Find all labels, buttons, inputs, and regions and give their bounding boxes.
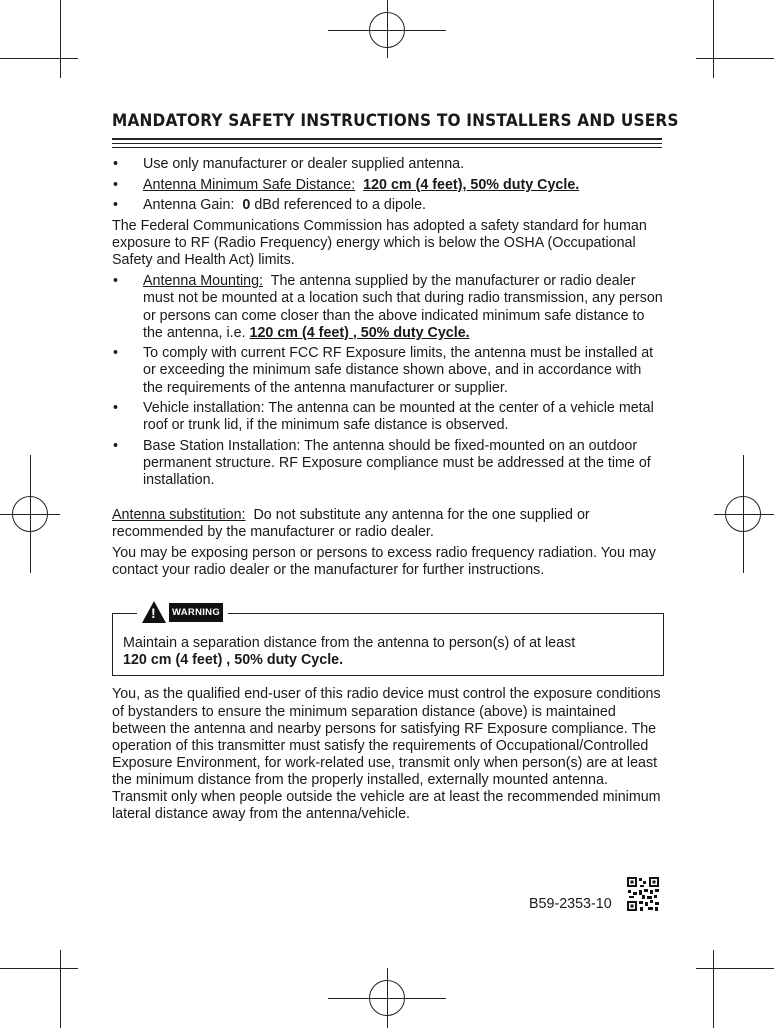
final-paragraph: You, as the qualified end-user of this radio device must control the exposure conditions of bystanders to ensure the minimum separation distance (above) is maintained between the antenna and nearby persons for satisfying RF Exposure compliance. The operation of this transmitter must satisfy the requirements of Occupational/Controlled Exposure Environment, for work-related use, transmit only when person(s) are at least the minimum distance from the properly installed, externally mounted antenna. Transmit only when people outside the vehicle are at least the recommended minimum lateral distance away from the antenna/vehicle. xyxy=(112,686,661,823)
item-label: Antenna Minimum Safe Distance: xyxy=(143,176,356,193)
warning-text: Maintain a separation distance from the antenna to person(s) of at least xyxy=(123,635,576,652)
exposure-paragraph: You may be exposing person or persons to excess radio frequency radiation. You may contact your radio dealer or the manufacturer for further instructions. xyxy=(112,545,656,579)
warning-badge xyxy=(137,601,228,623)
list-item: • Base Station Installation: The antenna should be fixed-mounted on an outdoor permanent structure. RF Exposure compliance must be addressed at the time of installation. xyxy=(112,438,664,489)
registration-circle xyxy=(369,980,405,1016)
crop-mark xyxy=(0,58,78,59)
fcc-paragraph: The Federal Communications Commission has adopted a safety standard for human exposure to RF (Radio Frequency) energy which is below the OSHA (Occupational Safety and Health Act) limits. xyxy=(112,218,647,269)
crop-mark xyxy=(0,968,78,969)
list-item xyxy=(112,177,664,194)
list-item: • Vehicle installation: The antenna can be mounted at the center of a vehicle metal roof or trunk lid, if the minimum safe distance is observed. xyxy=(112,400,664,434)
registration-circle xyxy=(725,496,761,532)
title-rule xyxy=(112,143,662,144)
warning-distance-value: 120 cm (4 feet) , 50% duty Cycle. xyxy=(123,652,344,669)
safe-distance-value: 120 cm (4 feet), 50% duty Cycle. xyxy=(363,176,580,193)
registration-circle xyxy=(12,496,48,532)
crop-mark xyxy=(60,950,61,1028)
crop-mark xyxy=(696,968,774,969)
item-label: Antenna Mounting: xyxy=(143,273,264,290)
safe-distance-value: 120 cm (4 feet) , 50% duty Cycle. xyxy=(249,324,470,341)
document-number: B59-2353-10 xyxy=(529,896,612,912)
title-rule xyxy=(112,138,662,140)
list-item: • To comply with current FCC RF Exposure limits, the antenna must be installed at or exceeding the minimum safe distance shown above, and in accordance with the requirements of the antenna manufacturer or supplier. xyxy=(112,345,664,396)
crop-mark xyxy=(713,0,714,78)
instructions-body xyxy=(112,156,664,827)
list-item: • Antenna Gain: 0 dBd referenced to a dipole. xyxy=(112,197,664,214)
warning-box xyxy=(112,605,664,676)
substitution-paragraph: Antenna substitution: Do not substitute any antenna for the one supplied or recommended by the manufacturer or radio dealer. xyxy=(112,506,590,540)
crop-mark xyxy=(60,0,61,78)
warning-label: WARNING xyxy=(169,603,223,622)
title-rule xyxy=(112,147,662,148)
list-item: • Use only manufacturer or dealer supplied antenna. xyxy=(112,156,664,173)
page-title: MANDATORY SAFETY INSTRUCTIONS TO INSTALLERS AND USERS xyxy=(112,111,679,130)
registration-circle xyxy=(369,12,405,48)
gain-value: 0 xyxy=(242,197,251,214)
list-item: • Antenna Mounting: The antenna supplied by the manufacturer or radio dealer must not be mounted at a location such that during radio transmission, any person or persons can come closer than the above indicated minimum safe distance to the antenna, i.e. 120 cm (4 feet) , 50% duty Cycle. xyxy=(112,273,664,341)
qr-code-icon xyxy=(626,876,660,912)
crop-mark xyxy=(696,58,774,59)
crop-mark xyxy=(713,950,714,1028)
item-label: Antenna substitution: xyxy=(112,506,246,523)
warning-triangle-icon: ! xyxy=(142,601,166,623)
